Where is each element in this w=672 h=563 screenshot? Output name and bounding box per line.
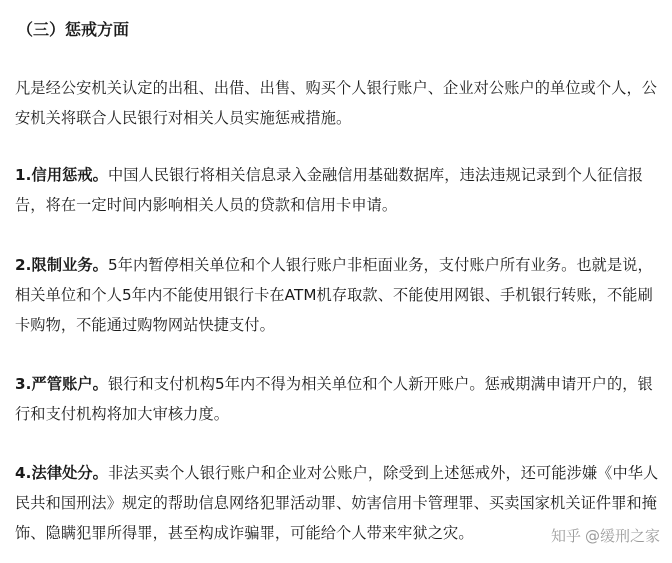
section-heading: （三）惩戒方面 <box>17 20 130 39</box>
watermark-author: @缓刑之家 <box>584 526 660 545</box>
business-limit-paragraph <box>15 250 660 340</box>
credit-penalty-lead: 1.信用惩戒。 <box>15 166 108 184</box>
account-control-lead: 3.严管账户。 <box>15 375 108 393</box>
account-control-paragraph <box>15 369 660 429</box>
legal-penalty-text: 非法买卖个人银行账户和企业对公账户，除受到上述惩戒外，还可能涉嫌《中华人民共和国刑法》规定的帮助信息网络犯罪活动罪、妨害信用卡管理罪、买卖国家机关证件罪和掩饰、隐瞒犯罪所得罪，甚至构成诈骗罪，可能给个人带来牢狱之灾。 <box>15 464 659 542</box>
legal-penalty-lead: 4.法律处分。 <box>15 464 108 482</box>
credit-penalty-text: 中国人民银行将相关信息录入金融信用基础数据库，违法违规记录到个人征信报告，将在一定时间内影响相关人员的贷款和信用卡申请。 <box>15 166 644 214</box>
credit-penalty-paragraph <box>15 160 660 220</box>
account-control-text: 银行和支付机构5年内不得为相关单位和个人新开账户。惩戒期满申请开户的，银行和支付机构将加大审核力度。 <box>15 375 653 423</box>
watermark <box>551 522 660 548</box>
watermark-site: 知乎 <box>550 526 581 545</box>
intro-text: 凡是经公安机关认定的出租、出借、出售、购买个人银行账户、企业对公账户的单位或个人，公安机关将联合人民银行对相关人员实施惩戒措施。 <box>15 79 658 127</box>
business-limit-text: 5年内暂停相关单位和个人银行账户非柜面业务，支付账户所有业务。也就是说，相关单位和个人5年内不能使用银行卡在ATM机存取款、不能使用网银、手机银行转账，不能刷卡购物，不能通过购物网站快捷支付。 <box>15 256 653 334</box>
business-limit-lead: 2.限制业务。 <box>15 256 108 274</box>
intro-paragraph <box>15 73 660 133</box>
